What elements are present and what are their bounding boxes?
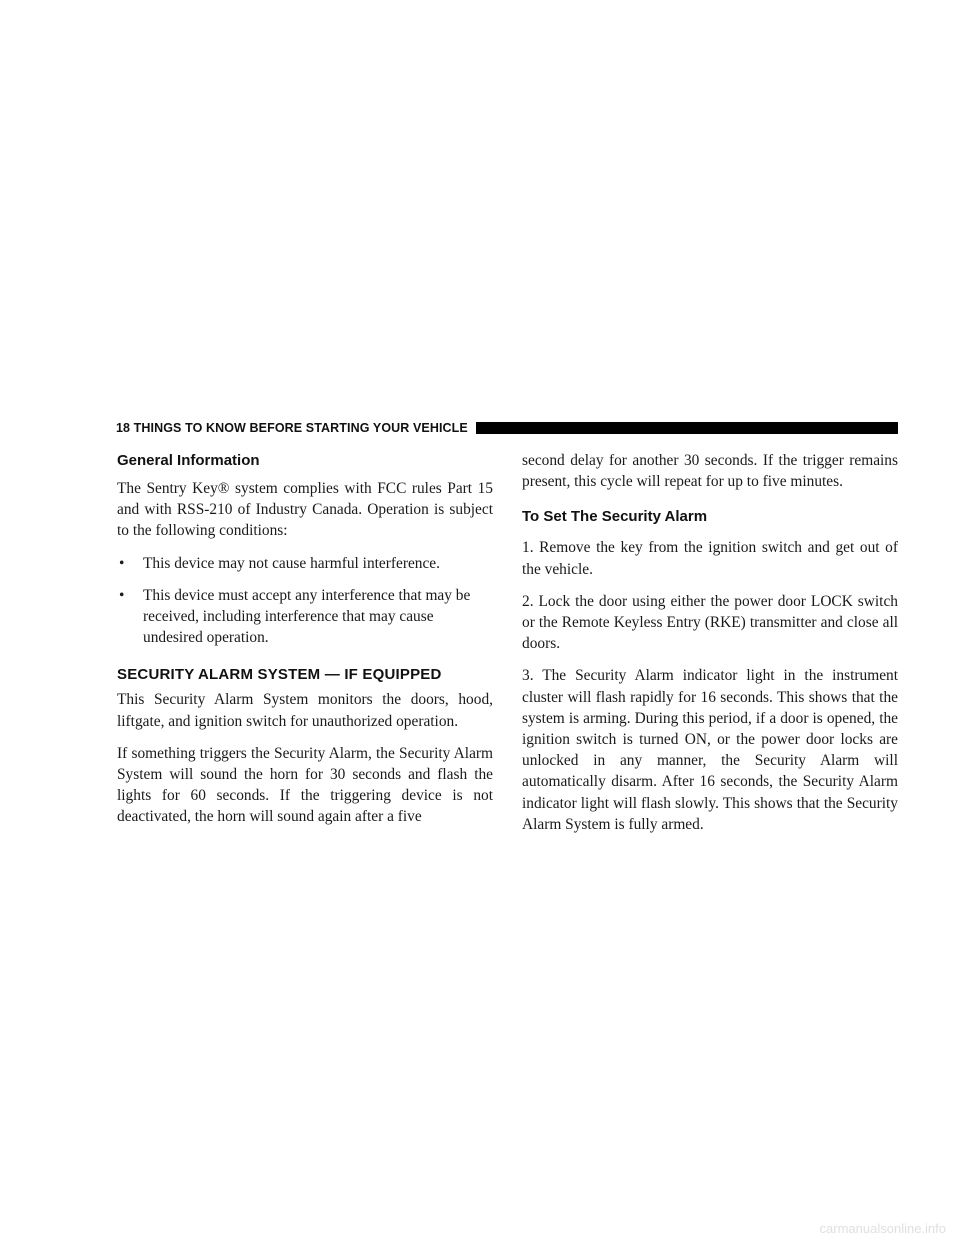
step-1-paragraph: 1. Remove the key from the ignition switch and get out of the vehicle. [522,539,898,578]
watermark: carmanualsonline.info [819,1221,946,1236]
bullet-text: This device must accept any interference that may be received, including interference that may cause undesired operation. [143,586,471,647]
bullet-text: This device may not cause harmful interference. [143,554,440,572]
right-column [522,450,898,835]
page-header-title: 18 THINGS TO KNOW BEFORE STARTING YOUR VEHICLE [116,421,468,435]
security-alarm-paragraph: This Security Alarm System monitors the doors, hood, liftgate, and ignition switch for unauthorized operation. [117,691,493,730]
left-column [117,450,493,828]
page-header [116,420,898,436]
general-information-heading: General Information [117,452,260,469]
general-information-paragraph: The Sentry Key® system complies with FCC rules Part 15 and with RSS-210 of Industry Canada. Operation is subject to the following conditions: [117,480,493,540]
step-2-paragraph: 2. Lock the door using either the power door LOCK switch or the Remote Keyless Entry (RKE) transmitter and close all doors. [522,592,898,653]
set-security-alarm-heading: To Set The Security Alarm [522,508,708,526]
header-rule-bar [476,422,898,434]
bullet-item [117,553,493,574]
continued-paragraph: second delay for another 30 seconds. If the trigger remains present, this cycle will repeat for up to five minutes. [522,452,898,491]
step-3-paragraph: 3. The Security Alarm indicator light in the instrument cluster will flash rapidly for 16 seconds. This shows that the system is arming. During this period, if a door is opened, the ignition switch is turned ON, or the power door locks are unlocked in any manner, the Security Alarm will automatically disarm. After 16 seconds, the Security Alarm indicator light will flash slowly. This shows that the Security Alarm System is fully armed. [522,667,898,833]
security-alarm-system-heading: SECURITY ALARM SYSTEM — IF EQUIPPED [117,666,442,684]
bullet-icon: • [119,554,125,572]
bullet-item [117,585,493,649]
bullet-icon: • [119,586,125,604]
security-alarm-trigger-paragraph: If something triggers the Security Alarm, the Security Alarm System will sound the horn for 30 seconds and flash the lights for 60 seconds. If the triggering device is not deactivated, the horn will sound again after a five [117,744,493,826]
